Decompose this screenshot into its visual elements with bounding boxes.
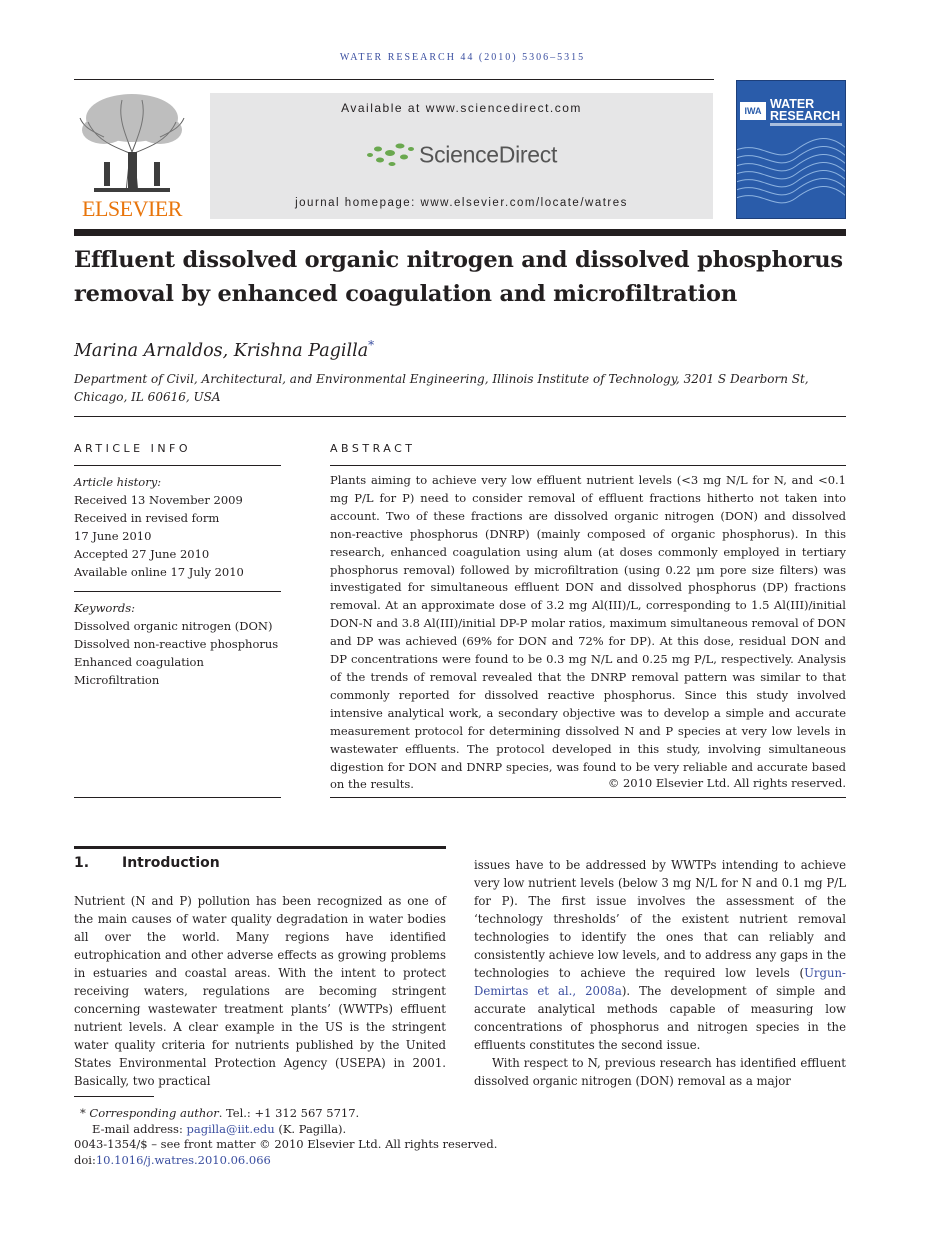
- revised-date: 17 June 2010: [74, 529, 152, 543]
- keyword-item: Microfiltration: [74, 673, 160, 687]
- doi-label: doi:: [74, 1152, 96, 1167]
- doi-link[interactable]: 10.1016/j.watres.2010.06.066: [95, 1152, 271, 1167]
- intro-right-column: [474, 856, 846, 1090]
- doi-line: [74, 1153, 514, 1169]
- received-date: Received 13 November 2009: [74, 493, 243, 507]
- article-info-end-rule: [74, 797, 281, 798]
- corresponding-label: Corresponding author: [89, 1106, 219, 1120]
- online-date: Available online 17 July 2010: [74, 565, 244, 579]
- keyword-item: Enhanced coagulation: [74, 655, 204, 669]
- front-matter-line: 0043-1354/$ – see front matter © 2010 Elsevier Ltd. All rights reserved.: [74, 1137, 498, 1151]
- author-list: [74, 338, 374, 361]
- intro-paragraph: With respect to N, previous research has identified effluent dissolved organic nitrogen (DON) removal as a major: [474, 1056, 846, 1088]
- corresponding-author-note: [74, 1106, 514, 1122]
- intro-text: issues have to be addressed by WWTPs intending to achieve very low nutrient levels (below 3 mg N/L for N and 0.1 mg P/L for P). The first issue involves the assessment of the ‘technology thresholds’ of the existent nutrient removal technologies to identify the ones that can reliably and consistently achieve low levels, and to address any gaps in the technologies to achieve the required low levels (: [474, 858, 846, 980]
- intro-paragraph: [474, 856, 846, 1054]
- footnote-mark: *: [80, 1106, 86, 1120]
- masthead-rule: [74, 229, 846, 236]
- accepted-date: Accepted 27 June 2010: [74, 547, 210, 561]
- keyword-item: Dissolved non-reactive phosphorus: [74, 637, 279, 651]
- intro-paragraph: Nutrient (N and P) pollution has been recognized as one of the main causes of water quality degradation in water bodies all over the world. Many regions have identified eutrophication and other adverse effects as growing problems in estuaries and coastal areas. With the intent to protect receiving waters, regulations are becoming stringent concerning wastewater treatment plants’ (WWTPs) effluent nutrient levels. A clear example in the US is the stringent water quality criteria for nutrients published by the United States Environmental Protection Agency (USEPA) in 2001. Basically, two practical: [74, 894, 446, 1088]
- elsevier-logo: [74, 92, 190, 220]
- intro-rule: [74, 846, 446, 849]
- running-head: WATER RESEARCH 44 (2010) 5306–5315: [339, 52, 586, 63]
- article-info-rule: [74, 465, 281, 466]
- cover-wave-pattern: [736, 80, 846, 219]
- article-info-label: ARTICLE INFO: [74, 442, 192, 455]
- article-history: [74, 473, 284, 581]
- abstract-copyright: © 2010 Elsevier Ltd. All rights reserved.: [607, 776, 846, 790]
- footnote-rule: [74, 1096, 154, 1097]
- email-line: [74, 1122, 514, 1138]
- elsevier-wordmark: ELSEVIER: [82, 196, 182, 221]
- footnote: [74, 1106, 514, 1168]
- abstract-label: ABSTRACT: [330, 442, 416, 455]
- available-at-text: Available at www.sciencedirect.com: [341, 101, 582, 115]
- title-block-rule: [74, 416, 846, 417]
- email-link[interactable]: pagilla@iit.edu: [186, 1121, 275, 1136]
- cover-title-line2: RESEARCH: [770, 109, 841, 123]
- abstract-rule: [330, 465, 846, 466]
- cover-title-line1: WATER: [770, 97, 815, 111]
- revised-label: Received in revised form: [74, 511, 220, 525]
- journal-homepage-text: journal homepage: www.elsevier.com/locate/watres: [295, 197, 628, 209]
- section-title: Introduction: [122, 855, 220, 871]
- email-owner: (K. Pagilla).: [274, 1121, 347, 1136]
- corresponding-author-mark[interactable]: *: [368, 338, 375, 352]
- sciencedirect-logo: [210, 141, 713, 169]
- journal-cover: [736, 80, 846, 219]
- keywords-rule: [74, 591, 281, 592]
- sciencedirect-leaf-icon: [366, 141, 414, 169]
- iwa-badge: IWA: [740, 102, 766, 120]
- phone-number: . Tel.: +1 312 567 5717.: [218, 1106, 360, 1120]
- keyword-item: Dissolved organic nitrogen (DON): [74, 619, 273, 633]
- keywords-block: [74, 599, 284, 689]
- author-names: Marina Arnaldos, Krishna Pagilla: [74, 340, 369, 361]
- abstract-text: Plants aiming to achieve very low effluent nutrient levels (<3 mg N/L for N, and <0.1 mg P/L for P) need to consider removal of effluent fractions hitherto not taken into account. Two of these fractions are dissolved organic nitrogen (DON) and dissolved non-reactive phosphorus (DNRP) (mainly composed of organic phosphorus). In this research, enhanced coagulation using alum (at doses commonly employed in tertiary phosphorus removal) followed by microfiltration (using 0.22 μm pore size filters) was investigated for simultaneous effluent DON and dissolved phosphorus (DP) fractions removal. At an approximate dose of 3.2 mg Al(III)/L, corresponding to 1.5 Al(III)/initial DON-N and 3.8 Al(III)/initial DP-P molar ratios, maximum simultaneous removal of DON and DP was achieved (69% for DON and 72% for DP). At this dose, residual DON and DP concentrations were found to be 0.3 mg N/L and 0.25 mg P/L, respectively. Analysis of the trends of removal revealed that the DNRP removal pattern was similar to that commonly reported for dissolved reactive phosphorus. Since this study involved intensive analytical work, a secondary objective was to develop a simple and accurate measurement protocol for determining dissolved N and P species at very low levels in wastewater effluents. The protocol developed in this study, involving simultaneous digestion for DON and DNRP species, was found to be very reliable and accurate based on the results.: [330, 473, 846, 792]
- intro-text: ). The development of simple and accurate analytical methods capable of measuring low concentrations of phosphorus and nitrogen species in the effluents constitutes the second issue.: [474, 984, 846, 1052]
- elsevier-tree-icon: [74, 92, 190, 194]
- affiliation: Department of Civil, Architectural, and Environmental Engineering, Illinois Institute of Technology, 3201 S Dearborn St, Chicago, IL 60616, USA: [74, 372, 809, 404]
- sciencedirect-wordmark: ScienceDirect: [419, 141, 558, 168]
- header-rule: [74, 79, 714, 80]
- intro-left-column: [74, 892, 446, 1090]
- sciencedirect-banner: [210, 93, 713, 219]
- email-label: E-mail address:: [92, 1121, 187, 1136]
- keywords-label: Keywords:: [74, 601, 135, 615]
- abstract-end-rule: [330, 797, 846, 798]
- citation-link[interactable]: Urgun-Demirtas et al., 2008a: [474, 966, 846, 998]
- section-number: 1.: [74, 855, 90, 871]
- article-title: Effluent dissolved organic nitrogen and dissolved phosphorus removal by enhanced coagulation and microfiltration: [74, 247, 843, 307]
- section-heading-introduction: [74, 855, 220, 871]
- history-label: Article history:: [74, 475, 162, 489]
